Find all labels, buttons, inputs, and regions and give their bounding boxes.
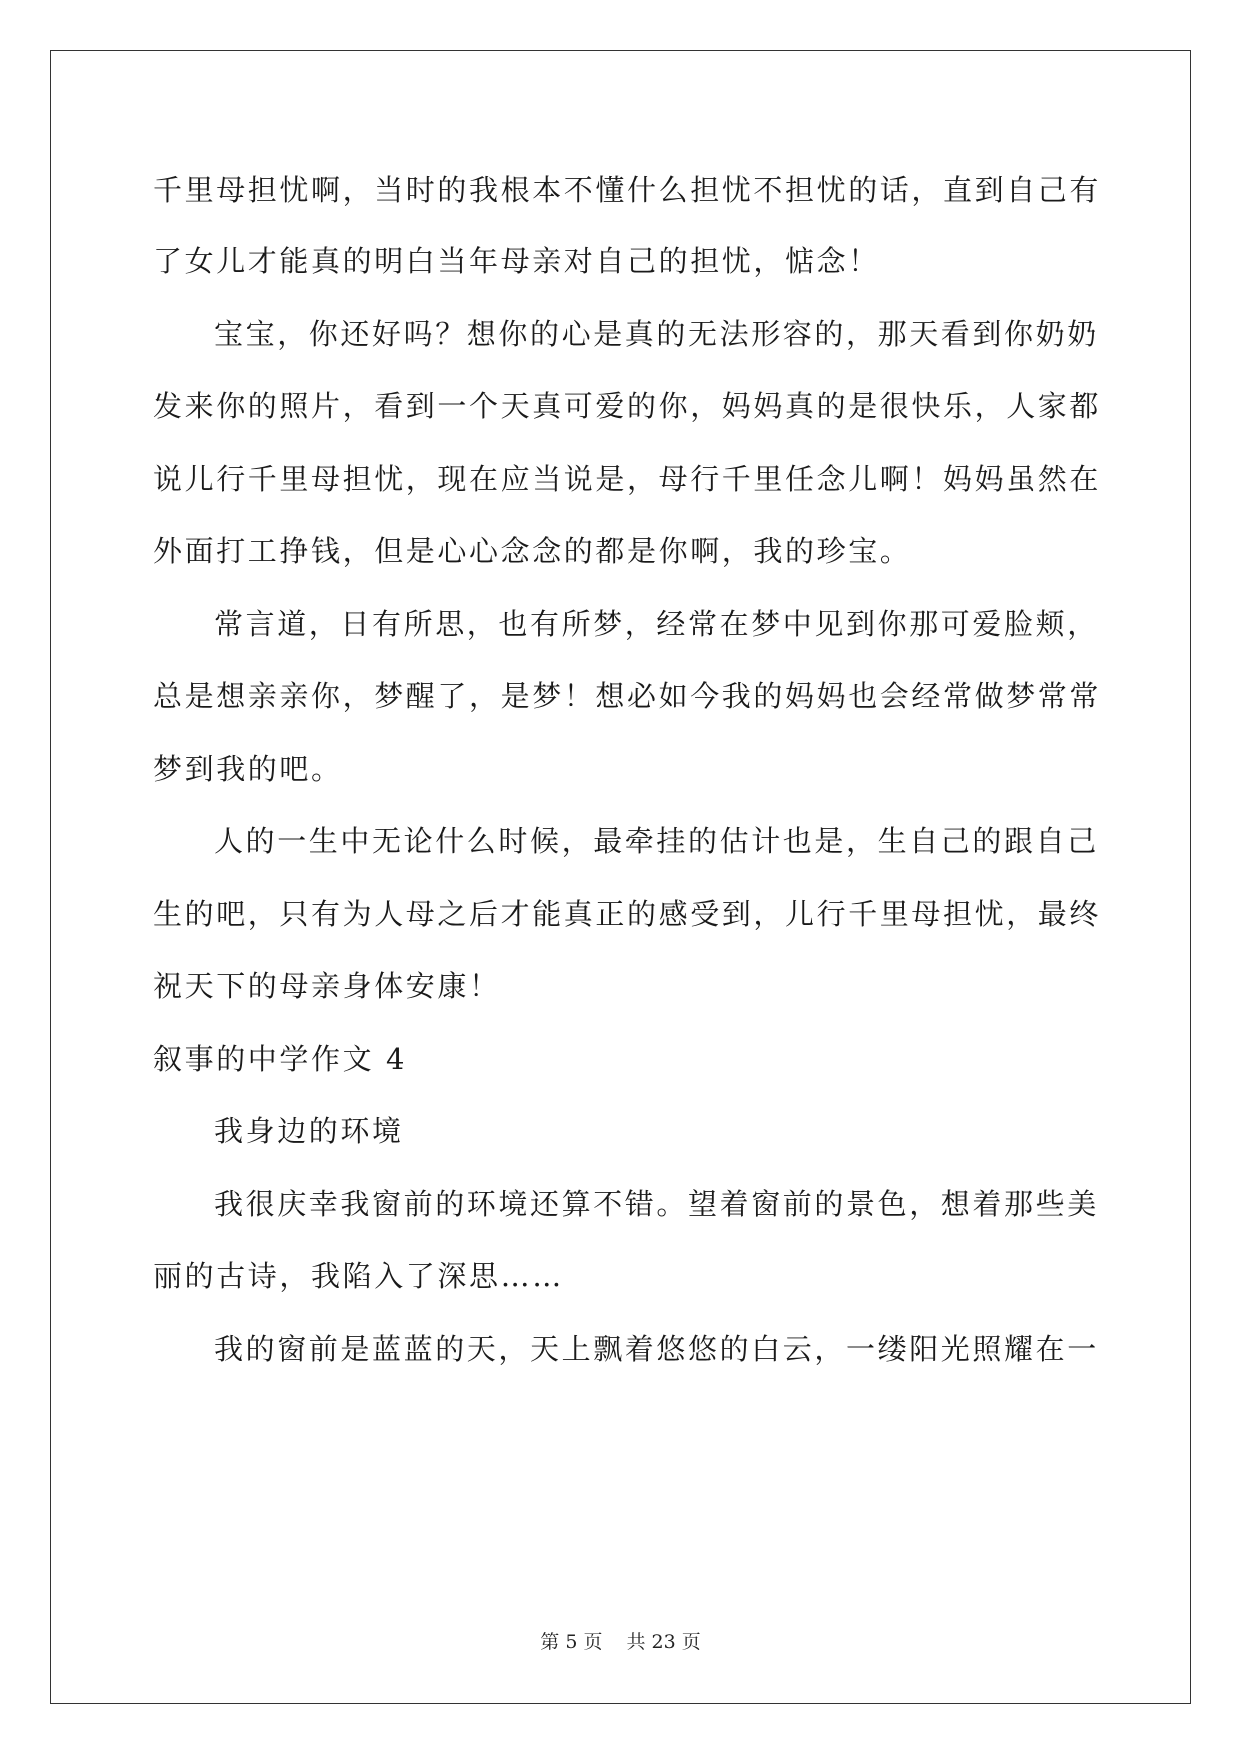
section-heading: 叙事的中学作文 4 [153, 1042, 408, 1076]
text-line: 发来你的照片，看到一个天真可爱的你，妈妈真的是很快乐，人家都 [153, 389, 1102, 423]
text-line: 我很庆幸我窗前的环境还算不错。望着窗前的景色，想着那些美 [214, 1187, 1099, 1221]
essay-title: 我身边的环境 [214, 1114, 404, 1148]
page-number: 第 5 页 [540, 1631, 603, 1653]
text-line: 宝宝，你还好吗？想你的心是真的无法形容的，那天看到你奶奶 [214, 317, 1099, 351]
page-border [50, 50, 1191, 1704]
text-line: 常言道，日有所思，也有所梦，经常在梦中见到你那可爱脸颊， [214, 607, 1099, 641]
text-line: 梦到我的吧。 [153, 752, 343, 786]
text-line: 人的一生中无论什么时候，最牵挂的估计也是，生自己的跟自己 [214, 824, 1099, 858]
page-total: 共 23 页 [626, 1631, 701, 1653]
text-line: 外面打工挣钱，但是心心念念的都是你啊，我的珍宝。 [153, 534, 912, 568]
text-line: 总是想亲亲你，梦醒了，是梦！想必如今我的妈妈也会经常做梦常常 [153, 679, 1102, 713]
text-line: 祝天下的母亲身体安康！ [153, 969, 501, 1003]
text-line: 千里母担忧啊，当时的我根本不懂什么担忧不担忧的话，直到自己有 [153, 173, 1102, 207]
text-line: 丽的古诗，我陷入了深思…… [153, 1259, 564, 1293]
page-footer [0, 1630, 1241, 1654]
text-line: 我的窗前是蓝蓝的天，天上飘着悠悠的白云，一缕阳光照耀在一 [214, 1332, 1099, 1366]
text-line: 了女儿才能真的明白当年母亲对自己的担忧，惦念！ [153, 244, 880, 278]
text-line: 生的吧，只有为人母之后才能真正的感受到，儿行千里母担忧，最终 [153, 897, 1102, 931]
text-line: 说儿行千里母担忧，现在应当说是，母行千里任念儿啊！妈妈虽然在 [153, 462, 1102, 496]
